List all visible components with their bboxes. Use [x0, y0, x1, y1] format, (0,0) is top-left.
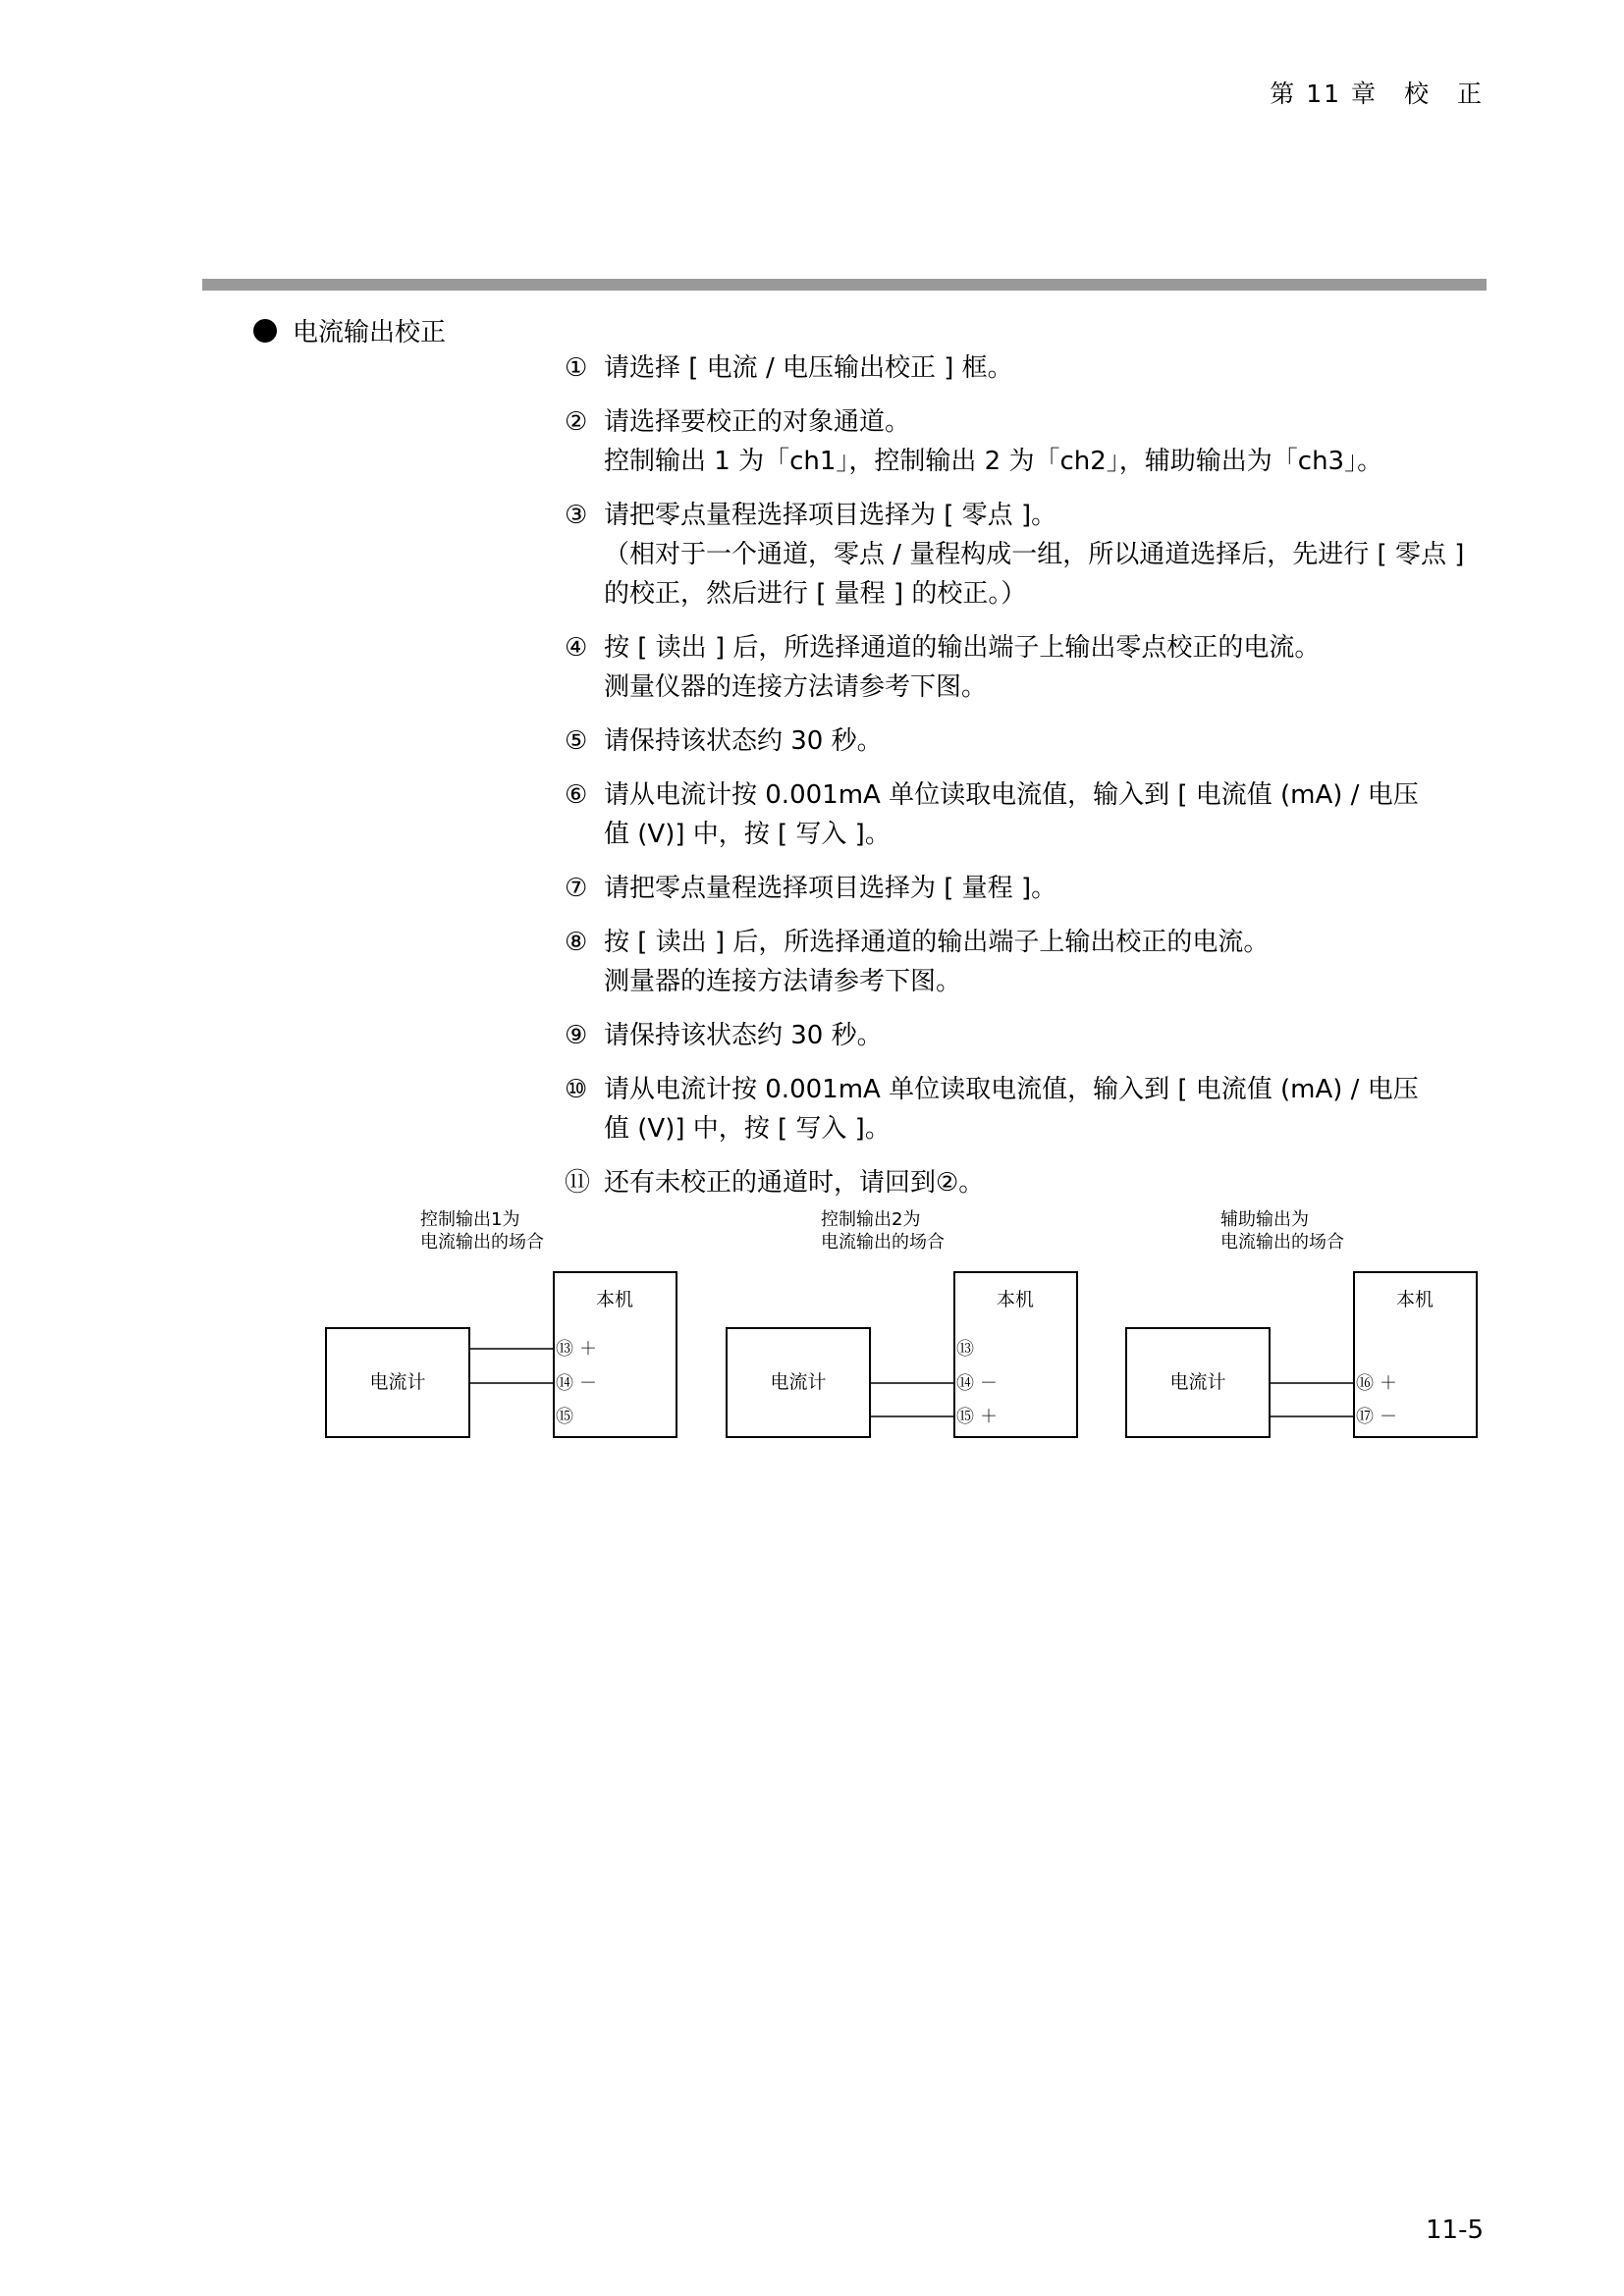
terminal-number: ⑰ — [1356, 1407, 1374, 1427]
terminal-number: ⑭ — [956, 1373, 974, 1394]
step-text: 测量器的连接方法请参考下图。 — [604, 967, 962, 996]
wiring-diagram-ch1 — [314, 1207, 687, 1447]
step-number: ⑩ — [565, 1075, 588, 1104]
diagram-caption: 控制输出1为 — [420, 1209, 520, 1230]
step-text: 还有未校正的通道时，请回到②。 — [604, 1168, 985, 1198]
terminal-number: ⑮ — [556, 1407, 573, 1427]
step-list — [565, 348, 1488, 1217]
step-text: 请把零点量程选择项目选择为 [ 零点 ]。 — [604, 501, 1057, 530]
step-item — [565, 869, 1488, 908]
step-number: ④ — [565, 633, 588, 663]
step-item — [565, 402, 1488, 481]
page-number: 11-5 — [1425, 2216, 1484, 2245]
diagram-caption: 电流输出的场合 — [821, 1232, 945, 1253]
step-text: 按 [ 读出 ] 后，所选择通道的输出端子上输出校正的电流。 — [604, 928, 1270, 957]
step-number: ⑤ — [565, 726, 588, 756]
diagram-caption: 电流输出的场合 — [420, 1232, 544, 1253]
diagram-caption: 电流输出的场合 — [1220, 1232, 1344, 1253]
step-text: 按 [ 读出 ] 后，所选择通道的输出端子上输出零点校正的电流。 — [604, 633, 1321, 663]
step-text: 的校正，然后进行 [ 量程 ] 的校正。） — [604, 579, 1027, 609]
step-item — [565, 721, 1488, 761]
step-text: 请从电流计按 0.001mA 单位读取电流值，输入到 [ 电流值 (mA) / 电压 — [604, 1075, 1419, 1104]
step-text: 请保持该状态约 30 秒。 — [604, 1021, 883, 1050]
unit-label: 本机 — [595, 1289, 634, 1310]
step-item — [565, 775, 1488, 854]
step-number: ⑨ — [565, 1021, 588, 1050]
step-text: 请保持该状态约 30 秒。 — [604, 726, 883, 756]
terminal-number: ⑬ — [956, 1339, 974, 1360]
terminal-sign: － — [980, 1373, 998, 1394]
step-text: 测量仪器的连接方法请参考下图。 — [604, 672, 988, 702]
step-number: ③ — [565, 501, 588, 530]
step-item — [565, 923, 1488, 1001]
wiring-diagram-ch3 — [1114, 1207, 1488, 1447]
wiring-diagram-ch2 — [715, 1207, 1088, 1447]
step-text: 请选择 [ 电流 / 电压输出校正 ] 框。 — [604, 353, 1013, 383]
step-number: ① — [565, 353, 588, 383]
ammeter-label: 电流计 — [369, 1371, 426, 1393]
step-item — [565, 1016, 1488, 1055]
step-number: ② — [565, 407, 588, 437]
step-item — [565, 348, 1488, 388]
step-number: ⑧ — [565, 928, 588, 957]
terminal-number: ⑭ — [556, 1373, 573, 1394]
step-text: 值 (V)] 中，按 [ 写入 ]。 — [604, 820, 891, 849]
step-text: 请从电流计按 0.001mA 单位读取电流值，输入到 [ 电流值 (mA) / 电压 — [604, 780, 1419, 810]
diagram-caption: 控制输出2为 — [821, 1209, 921, 1230]
step-text: （相对于一个通道，零点 / 量程构成一组，所以通道选择后，先进行 [ 零点 ] — [604, 540, 1465, 569]
diagram-caption: 辅助输出为 — [1220, 1209, 1309, 1230]
unit-label: 本机 — [1395, 1289, 1435, 1310]
terminal-number: ⑬ — [556, 1339, 573, 1360]
section-divider — [202, 279, 1487, 291]
step-number: ⑦ — [565, 874, 588, 903]
bullet-icon — [253, 319, 277, 343]
terminal-sign: － — [1380, 1407, 1397, 1427]
ammeter-label: 电流计 — [770, 1371, 827, 1393]
unit-label: 本机 — [996, 1289, 1035, 1310]
step-number: ⑥ — [565, 780, 588, 810]
step-item — [565, 1163, 1488, 1202]
section-title: 电流输出校正 — [293, 318, 447, 347]
step-item — [565, 1070, 1488, 1148]
terminal-sign: － — [579, 1373, 597, 1394]
terminal-sign: ＋ — [980, 1407, 998, 1427]
step-number: ⑪ — [565, 1168, 591, 1198]
step-item — [565, 628, 1488, 707]
terminal-number: ⑯ — [1356, 1373, 1374, 1394]
step-text: 控制输出 1 为「ch1」，控制输出 2 为「ch2」，辅助输出为「ch3」。 — [604, 447, 1383, 476]
terminal-sign: ＋ — [1380, 1373, 1397, 1394]
section-heading — [253, 312, 446, 348]
terminal-number: ⑮ — [956, 1407, 974, 1427]
step-text: 值 (V)] 中，按 [ 写入 ]。 — [604, 1114, 891, 1144]
ammeter-label: 电流计 — [1169, 1371, 1226, 1393]
step-item — [565, 496, 1488, 614]
step-text: 请选择要校正的对象通道。 — [604, 407, 911, 437]
step-text: 请把零点量程选择项目选择为 [ 量程 ]。 — [604, 874, 1057, 903]
chapter-header: 第 11 章 校 正 — [1270, 80, 1484, 108]
terminal-sign: ＋ — [579, 1339, 597, 1360]
